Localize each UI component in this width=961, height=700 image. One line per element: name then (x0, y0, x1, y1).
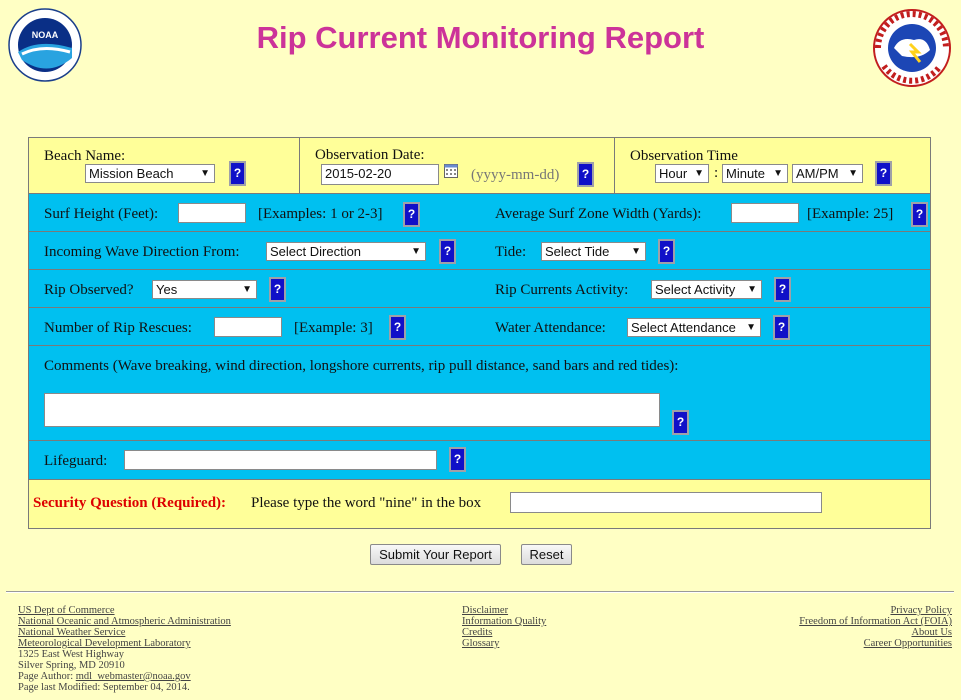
calendar-icon[interactable] (444, 164, 458, 178)
comments-label: Comments (Wave breaking, wind direction, longshore currents, rip pull distance, sand bars and red tides): (44, 358, 679, 374)
rip-rescues-help-button[interactable]: ? (389, 315, 406, 340)
security-question-text: Please type the word "nine" in the box (251, 495, 482, 511)
footer-link-privacy[interactable]: Privacy Policy (890, 605, 952, 616)
wave-direction-label: Incoming Wave Direction From: (44, 244, 240, 260)
footer-link-careers[interactable]: Career Opportunities (863, 638, 952, 649)
water-attendance-select[interactable] (627, 318, 761, 337)
rip-activity-label: Rip Currents Activity: (495, 282, 629, 298)
chevron-down-icon: ▼ (747, 284, 757, 295)
beach-name-select[interactable] (85, 164, 215, 183)
rip-activity-value: Select Activity (655, 282, 736, 297)
chevron-down-icon: ▼ (242, 284, 252, 295)
beach-name-cell (29, 138, 300, 193)
row-divider (29, 231, 930, 232)
footer-link-credits[interactable]: Credits (462, 627, 493, 638)
surf-height-example: [Examples: 1 or 2-3] (258, 206, 383, 222)
tide-value: Select Tide (545, 244, 610, 259)
page-title: Rip Current Monitoring Report (256, 20, 705, 55)
footer-link-doc[interactable]: US Dept of Commerce (18, 605, 115, 616)
ampm-value: AM/PM (796, 166, 839, 181)
observation-date-cell (300, 138, 615, 193)
chevron-down-icon: ▼ (631, 246, 641, 257)
surf-zone-width-help-button[interactable]: ? (911, 202, 928, 227)
beach-name-label: Beach Name: (44, 148, 126, 164)
wave-direction-select[interactable] (266, 242, 426, 261)
wave-direction-help-button[interactable]: ? (439, 239, 456, 264)
footer-divider (6, 591, 954, 593)
rip-observed-label: Rip Observed? (44, 282, 134, 298)
rip-activity-select[interactable] (651, 280, 762, 299)
comments-help-button[interactable]: ? (672, 410, 689, 435)
observation-date-help-button[interactable]: ? (577, 162, 594, 187)
rip-rescues-input[interactable] (214, 317, 282, 337)
footer-address-line2: Silver Spring, MD 20910 (18, 660, 125, 671)
footer-link-information-quality[interactable]: Information Quality (462, 616, 547, 627)
comments-textarea[interactable] (44, 393, 660, 427)
footer-link-nws[interactable]: National Weather Service (18, 627, 126, 638)
surf-zone-width-input[interactable] (731, 203, 799, 223)
beach-name-value: Mission Beach (89, 166, 174, 181)
footer-left (18, 605, 231, 693)
tide-label: Tide: (495, 244, 527, 260)
footer-right (799, 605, 952, 649)
row-divider (29, 307, 930, 308)
footer-address-line1: 1325 East West Highway (18, 649, 124, 660)
beach-name-help-button[interactable]: ? (229, 161, 246, 186)
rip-observed-select[interactable] (152, 280, 257, 299)
surf-zone-width-example: [Example: 25] (807, 206, 894, 222)
rip-observed-value: Yes (156, 282, 178, 297)
chevron-down-icon: ▼ (411, 246, 421, 257)
security-answer-input[interactable] (510, 492, 822, 513)
hour-select[interactable] (655, 164, 709, 183)
security-question-row (29, 480, 930, 528)
surf-height-label: Surf Height (Feet): (44, 206, 159, 222)
time-separator: : (714, 165, 719, 181)
hour-value: Hour (659, 166, 688, 181)
tide-select[interactable] (541, 242, 646, 261)
surf-height-input[interactable] (178, 203, 246, 223)
lifeguard-label: Lifeguard: (44, 453, 108, 469)
rip-observed-help-button[interactable]: ? (269, 277, 286, 302)
tide-help-button[interactable]: ? (658, 239, 675, 264)
date-format-hint: (yyyy-mm-dd) (471, 167, 560, 183)
chevron-down-icon: ▼ (200, 168, 210, 179)
wave-direction-value: Select Direction (270, 244, 362, 259)
rip-rescues-label: Number of Rip Rescues: (44, 320, 192, 336)
observation-time-cell (615, 138, 930, 193)
footer-center (462, 605, 546, 649)
row-divider (29, 440, 930, 441)
observation-time-label: Observation Time (630, 148, 738, 164)
chevron-down-icon: ▼ (694, 168, 704, 179)
lifeguard-input[interactable] (124, 450, 437, 470)
submit-button[interactable]: Submit Your Report (370, 544, 501, 565)
reset-button[interactable]: Reset (521, 544, 572, 565)
row-divider (29, 345, 930, 346)
minute-value: Minute (726, 166, 766, 181)
footer-modified: Page last Modified: September 04, 2014. (18, 682, 190, 693)
footer-link-disclaimer[interactable]: Disclaimer (462, 605, 509, 616)
footer-author-label: Page Author: (18, 671, 74, 682)
observation-date-input[interactable]: 2015-02-20 (321, 164, 439, 185)
svg-text:NOAA: NOAA (31, 30, 59, 40)
footer-link-mdl[interactable]: Meteorological Development Laboratory (18, 638, 191, 649)
observation-time-help-button[interactable]: ? (875, 161, 892, 186)
footer-link-foia[interactable]: Freedom of Information Act (FOIA) (799, 616, 952, 627)
security-question-label: Security Question (Required): (33, 495, 227, 511)
water-attendance-value: Select Attendance (631, 320, 736, 335)
chevron-down-icon: ▼ (773, 168, 783, 179)
chevron-down-icon: ▼ (848, 168, 858, 179)
row-divider (29, 269, 930, 270)
rip-activity-help-button[interactable]: ? (774, 277, 791, 302)
footer-link-glossary[interactable]: Glossary (462, 638, 500, 649)
observation-details-section (29, 193, 930, 480)
ampm-select[interactable] (792, 164, 863, 183)
chevron-down-icon: ▼ (746, 322, 756, 333)
observation-date-label: Observation Date: (315, 147, 425, 163)
water-attendance-label: Water Attendance: (495, 320, 606, 336)
water-attendance-help-button[interactable]: ? (773, 315, 790, 340)
minute-select[interactable] (722, 164, 788, 183)
surf-height-help-button[interactable]: ? (403, 202, 420, 227)
footer-link-noaa[interactable]: National Oceanic and Atmospheric Administration (18, 616, 231, 627)
footer-link-about[interactable]: About Us (911, 627, 952, 638)
report-form (28, 137, 931, 529)
footer-author (18, 671, 231, 682)
rip-rescues-example: [Example: 3] (294, 320, 373, 336)
lifeguard-help-button[interactable]: ? (449, 447, 466, 472)
footer-author-email[interactable]: mdl_webmaster@noaa.gov (75, 671, 191, 682)
surf-zone-width-label: Average Surf Zone Width (Yards): (495, 206, 702, 222)
